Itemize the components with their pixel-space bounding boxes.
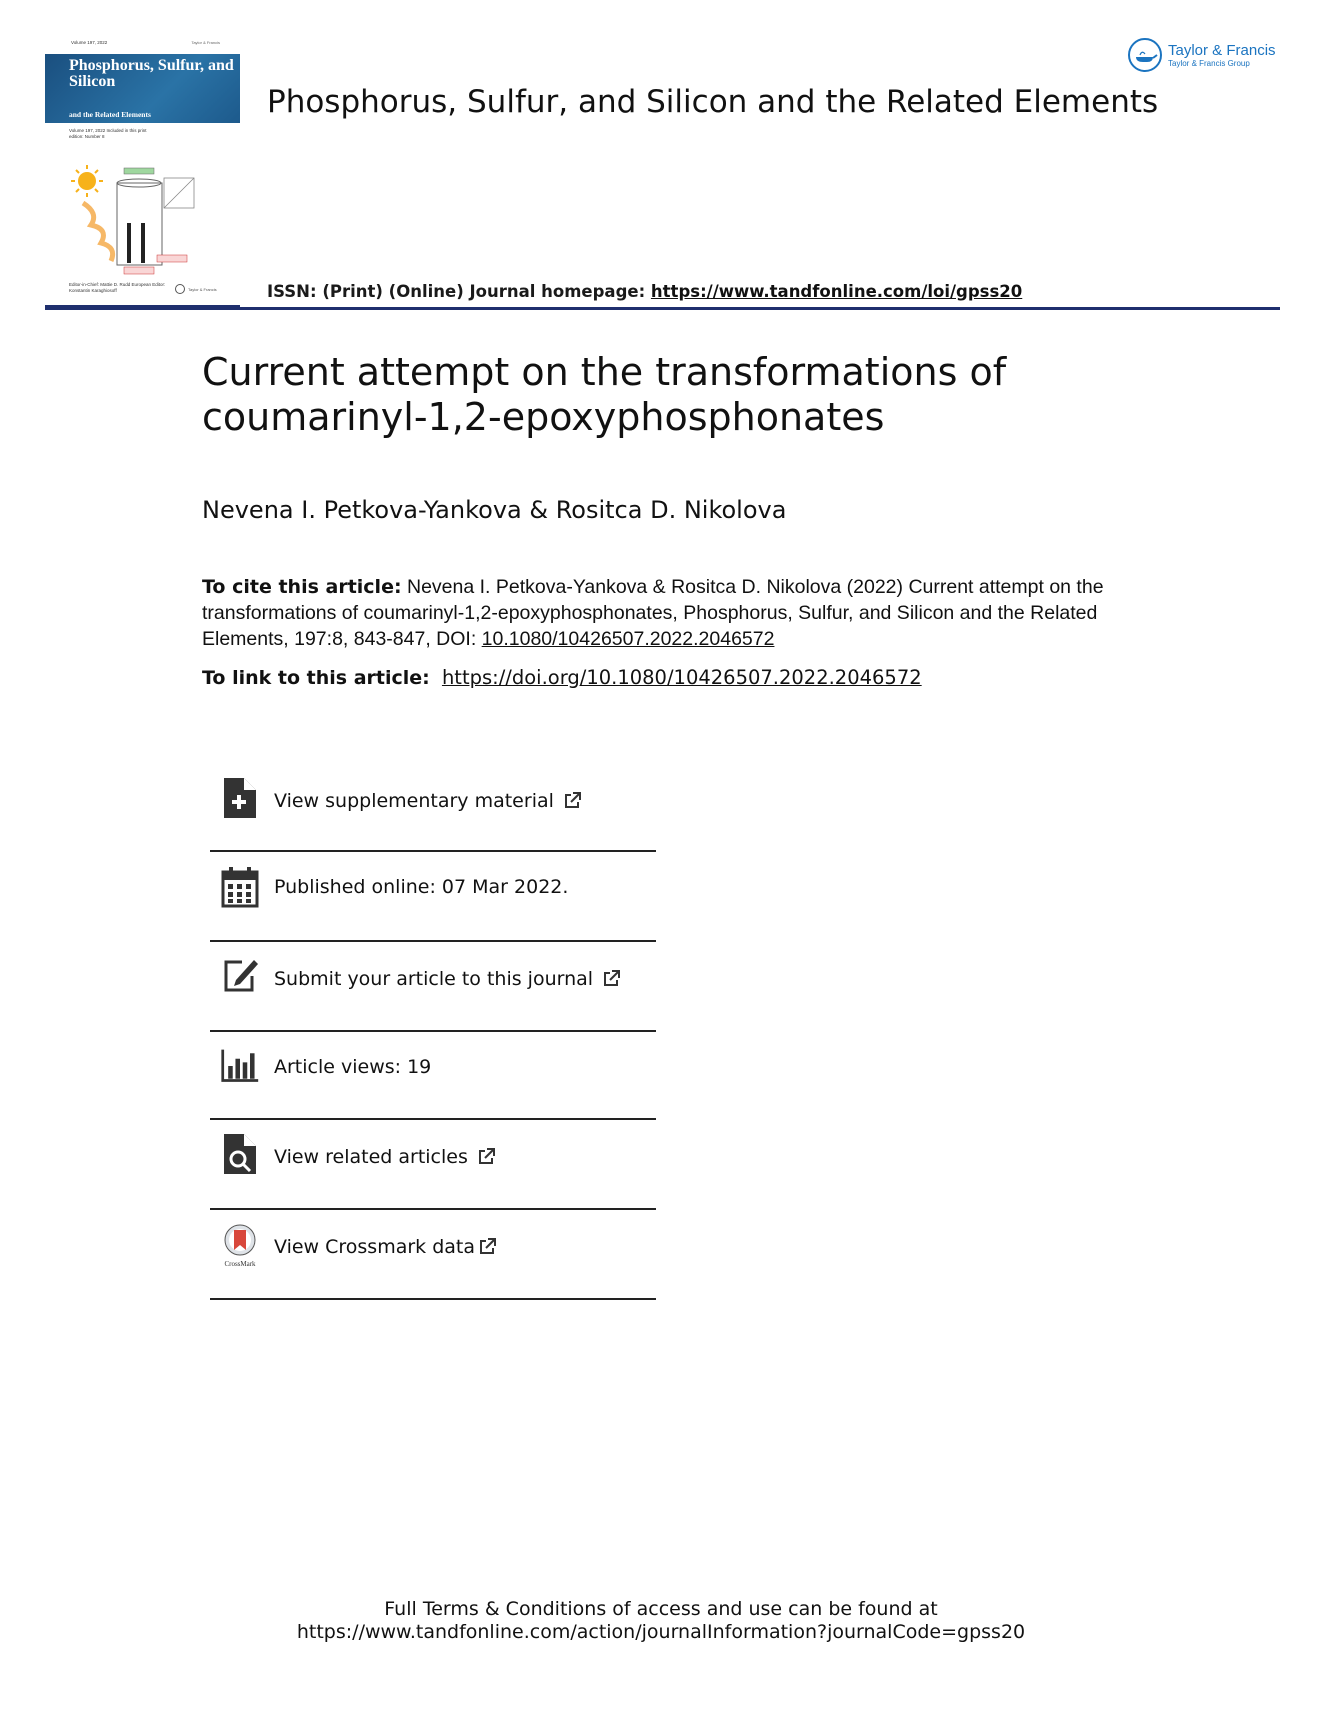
- publisher-group: Taylor & Francis Group: [1168, 58, 1250, 68]
- published-row: [210, 852, 656, 942]
- citation-label: To cite this article:: [202, 576, 402, 598]
- issn-prefix: ISSN: (Print) (Online) Journal homepage:: [267, 282, 651, 301]
- related-row[interactable]: [210, 1120, 656, 1210]
- cover-title: Phosphorus, Sulfur, and Silicon: [69, 57, 234, 90]
- views-row: [210, 1032, 656, 1120]
- article-link-block: [202, 666, 922, 689]
- cover-publisher: [175, 284, 217, 294]
- external-link-icon: [476, 1147, 496, 1167]
- article-authors: Nevena I. Petkova-Yankova & Rositca D. Nikolova: [202, 496, 787, 524]
- publisher-name: Taylor & Francis: [1168, 41, 1276, 59]
- article-link-label: To link to this article:: [202, 667, 430, 689]
- crossmark-label: View Crossmark data: [274, 1236, 476, 1258]
- cover-volume: Volume 197, 2022: [71, 40, 108, 45]
- publisher-logo-icon: [175, 284, 185, 294]
- supplementary-row[interactable]: [210, 768, 656, 852]
- cover-credits: Editor-in-Chief: Mattie D. Rudd European Editor: Konstantin Karaghiosoff: [69, 282, 166, 293]
- citation-text: Nevena I. Petkova-Yankova & Rositca D. Nikolova (2022) Current attempt on the transformations of coumarinyl-1,2-epoxyphosphonates, Phosphorus, Sulfur, and Silicon and the Related Elements, 197:8, 843-847, DOI:: [202, 576, 1104, 650]
- terms-line: Full Terms & Conditions of access and use can be found at: [384, 1598, 938, 1620]
- issn-line: [267, 282, 1022, 301]
- external-link-icon: [601, 969, 621, 989]
- article-info-list: [210, 768, 656, 1300]
- views-label: Article views: 19: [274, 1056, 432, 1078]
- file-plus-icon: [220, 776, 260, 820]
- external-link-icon: [562, 791, 582, 811]
- cover-edition: Volume 197, 2022 Included in this print edition: Number 8: [69, 128, 147, 139]
- published-label: Published online: 07 Mar 2022.: [274, 876, 569, 898]
- crossmark-row[interactable]: [210, 1210, 656, 1300]
- edit-icon: [220, 954, 260, 998]
- doi-link[interactable]: 10.1080/10426507.2022.2046572: [481, 628, 775, 650]
- file-search-icon: [220, 1132, 260, 1176]
- terms-url[interactable]: https://www.tandfonline.com/action/journalInformation?journalCode=gpss20: [296, 1621, 1026, 1643]
- journal-name: Phosphorus, Sulfur, and Silicon and the Related Elements: [267, 84, 1159, 120]
- journal-cover: [45, 38, 240, 308]
- article-title: Current attempt on the transformations of coumarinyl-1,2-epoxyphosphonates: [202, 350, 1007, 439]
- cover-subtitle: and the Related Elements: [69, 110, 151, 119]
- publisher-logo-text: [1168, 43, 1276, 68]
- submit-label: Submit your article to this journal: [274, 968, 594, 990]
- teapot-lamp-icon: [1128, 38, 1162, 72]
- article-doi-url[interactable]: https://doi.org/10.1080/10426507.2022.2046572: [441, 666, 922, 689]
- journal-homepage-link[interactable]: https://www.tandfonline.com/loi/gpss20: [650, 282, 1023, 301]
- submit-row[interactable]: [210, 942, 656, 1032]
- calendar-icon: [220, 866, 260, 910]
- external-link-icon: [477, 1237, 497, 1257]
- terms-footer: [0, 1598, 1322, 1644]
- header-rule: [45, 307, 1280, 310]
- cover-tag: Taylor & Francis: [191, 40, 220, 45]
- cover-publisher-name: Taylor & Francis: [188, 286, 217, 292]
- crossmark-icon: [220, 1224, 260, 1268]
- related-label: View related articles: [274, 1146, 468, 1168]
- supplementary-label: View supplementary material: [274, 790, 554, 812]
- citation-block: [202, 574, 1132, 652]
- cover-illustration: [69, 163, 219, 281]
- crossmark-caption: CrossMark: [224, 1260, 256, 1268]
- bar-chart-icon: [220, 1044, 260, 1088]
- publisher-logo[interactable]: [1128, 38, 1276, 72]
